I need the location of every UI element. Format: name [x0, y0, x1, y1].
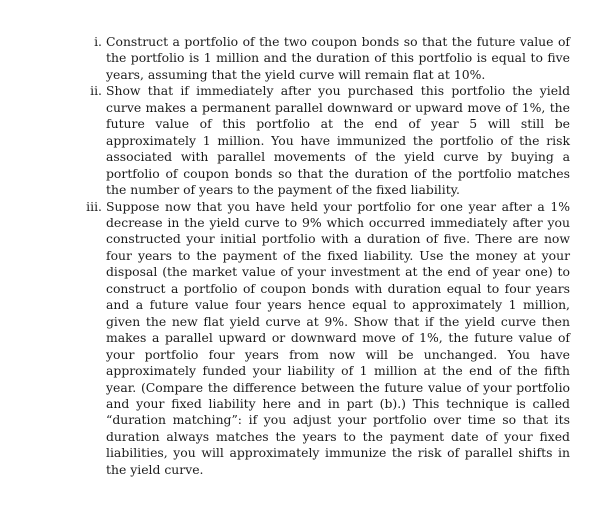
problem-item-iii: [78, 199, 570, 479]
problem-list: [78, 34, 570, 478]
item-marker: iii.: [86, 198, 102, 214]
item-marker: ii.: [90, 83, 102, 99]
item-marker: i.: [94, 34, 102, 49]
item-text: Show that if immediately after you purchased this portfolio the yield curve makes a permanent parallel downward or upward move of 1%, the future value of this portfolio at the end of year 5 will still be approximately 1 million. You have immunized the portfolio of the risk associated with parallel movements of the yield curve by buying a portfolio of coupon bonds so that the duration of the portfolio matches the number of years to the payment of the fixed liability.: [106, 83, 570, 198]
item-text: Construct a portfolio of the two coupon bonds so that the future value of the portfolio is 1 million and the duration of this portfolio is equal to five years, assuming that the yield curve will remain flat at 10%.: [106, 34, 570, 82]
item-text: Suppose now that you have held your portfolio for one year after a 1% decrease in the yield curve to 9% which occurred immediately after you constructed your initial portfolio with a duration of five. There are now four years to the payment of the fixed liability. Use the money at your disposal (the market value of your investment at the end of year one) to construct a portfolio of coupon bonds with duration equal to four years and a future value four years hence equal to approximately 1 million, given the new flat yield curve at 9%. Show that if the yield curve then makes a parallel upward or downward move of 1%, the future value of your portfolio four years from now will be unchanged. You have approximately funded your liability of 1 million at the end of the fifth year. (Compare the difference between the future value of your portfolio and your fixed liability here and in part (b).) This technique is called “duration matching”: if you adjust your portfolio over time so that its duration always matches the years to the payment date of your fixed liabilities, you will approximately immunize the risk of parallel shifts in the yield curve.: [106, 198, 570, 477]
problem-item-ii: [78, 83, 570, 198]
document-page: [78, 34, 570, 478]
problem-item-i: [78, 34, 570, 83]
